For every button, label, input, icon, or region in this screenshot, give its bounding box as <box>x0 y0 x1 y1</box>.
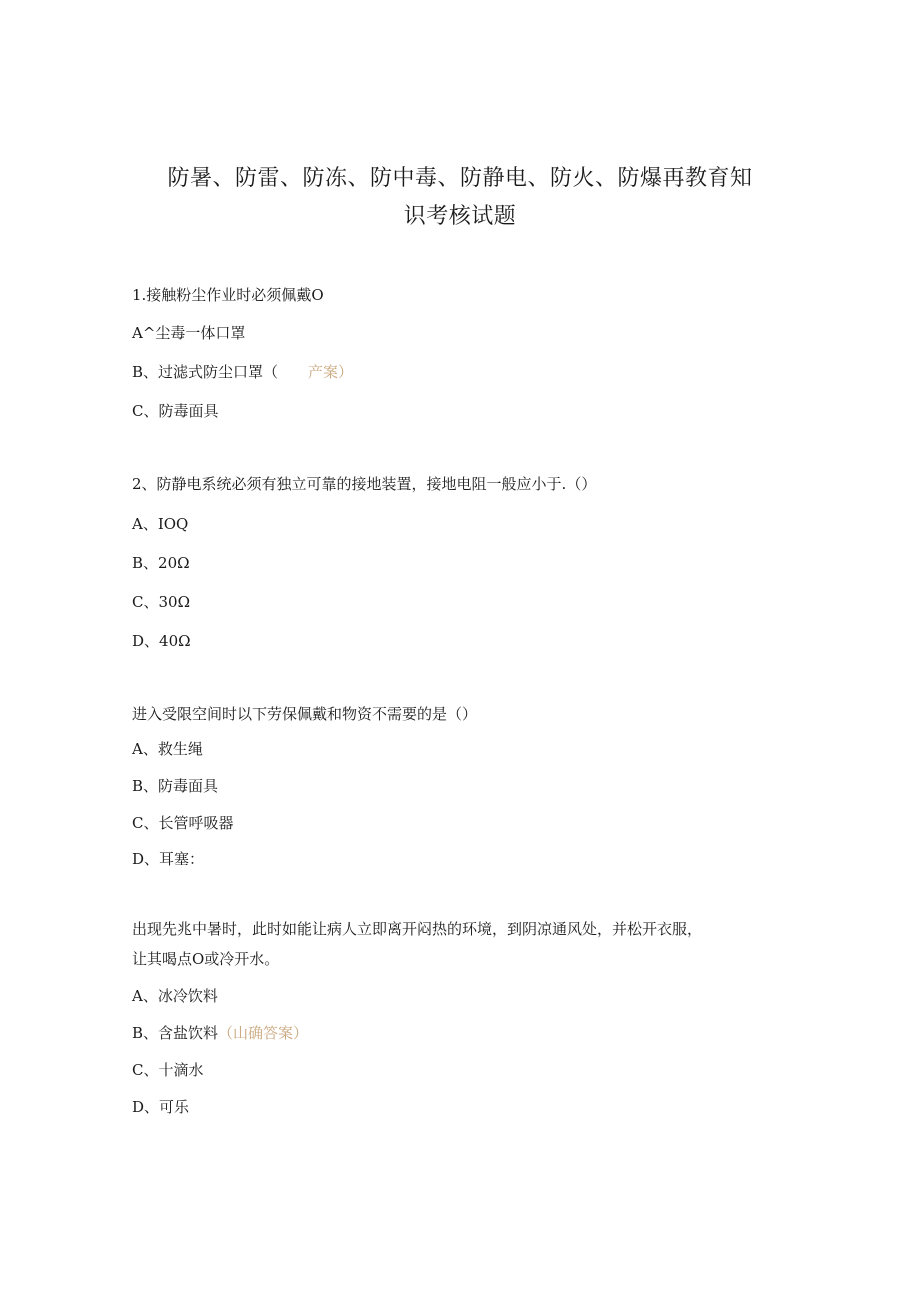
question-3-option-a: A、救生绳 <box>132 740 203 758</box>
question-3: 进入受限空间时以下劳保佩戴和物资不需要的是（） <box>132 705 478 723</box>
title-line-1: 防暑、防雷、防冻、防中毒、防静电、防火、防爆再教育知 <box>167 166 753 191</box>
question-2-option-d: D、40Ω <box>132 632 191 650</box>
question-4-option-d: D、可乐 <box>132 1098 190 1116</box>
question-1-option-b-text: B、过滤式防尘口罩（ <box>132 363 279 381</box>
question-1-option-a: A^尘毒一体口罩 <box>132 324 246 342</box>
question-4-line-1: 出现先兆中暑时，此时如能让病人立即离开闷热的环境，到阴凉通风处，并松开衣服， <box>132 920 703 938</box>
question-4-option-c: C、十滴水 <box>132 1061 204 1079</box>
question-2-option-a: A、IOQ <box>132 515 189 533</box>
question-2-option-c: C、30Ω <box>132 593 191 611</box>
question-4-answer-mark: （山确答案） <box>218 1024 309 1042</box>
title-line-2: 识考核试题 <box>403 204 517 229</box>
question-4-option-b-text: B、含盐饮料 <box>132 1024 219 1042</box>
question-1-option-c: C、防毒面具 <box>132 402 219 420</box>
question-2-option-b: B、20Ω <box>132 554 190 572</box>
question-3-option-d: D、耳塞： <box>132 850 205 868</box>
document-title <box>130 160 790 236</box>
question-1: 1.接触粉尘作业时必须佩戴O <box>132 286 324 304</box>
question-4-line-2: 让其喝点O或冷开水。 <box>132 950 280 968</box>
question-3-option-b: B、防毒面具 <box>132 777 219 795</box>
question-3-option-c: C、长管呼吸器 <box>132 814 234 832</box>
question-1-answer-mark: 产案） <box>308 363 354 381</box>
question-4-option-a: A、冰冷饮料 <box>132 987 218 1005</box>
question-2: 2、防静电系统必须有独立可靠的接地装置，接地电阻一般应小于.（） <box>132 475 597 493</box>
question-4-option-b <box>132 1022 308 1044</box>
question-1-option-b <box>132 361 353 383</box>
